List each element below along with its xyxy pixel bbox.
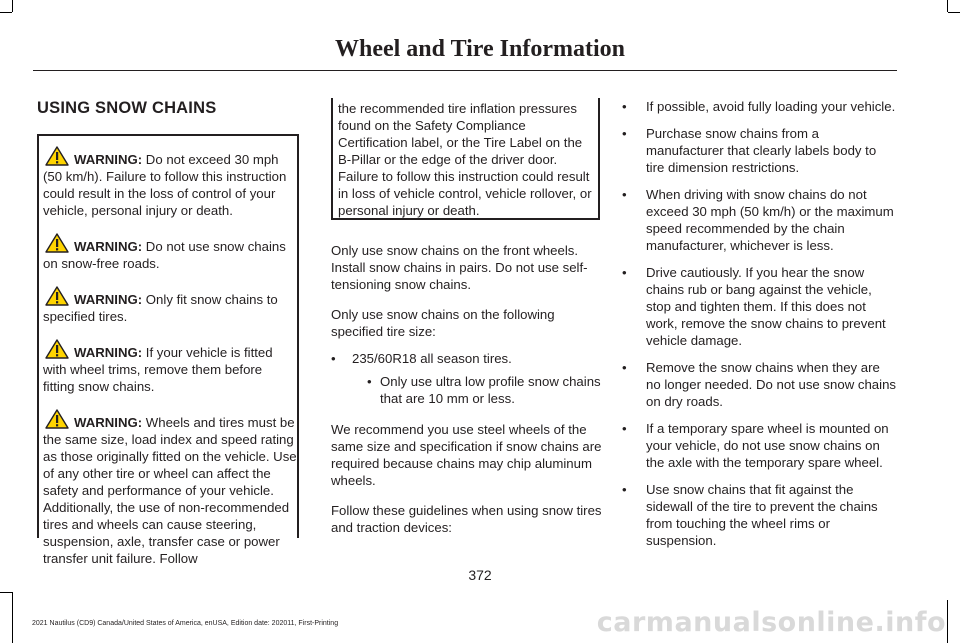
warning-item <box>43 233 297 272</box>
crop-mark <box>948 12 960 13</box>
section-heading: USING SNOW CHAINS <box>37 99 217 117</box>
list-item-text: Use snow chains that fit against the sidewall of the tire to prevent the chains from touching the wheel rims or suspension. <box>646 482 878 548</box>
warning-text <box>43 146 297 219</box>
bullet: • <box>622 126 627 141</box>
body-paragraph: We recommend you use steel wheels of the same size and specification if snow chains are required because chains may chip aluminum wheels. <box>331 421 602 488</box>
bullet: • <box>367 374 372 390</box>
page-header-title: Wheel and Tire Information <box>334 36 626 62</box>
warning-label: WARNING: <box>74 292 143 307</box>
warning-label: WARNING: <box>74 239 143 254</box>
list-item-text: When driving with snow chains do not exceed 30 mph (50 km/h) or the maximum speed recommended by the chain manufacturer, whichever is less. <box>646 187 894 253</box>
list-item <box>620 420 898 471</box>
crop-mark <box>12 0 13 12</box>
warning-body: Do not use snow chains on snow-free roads. <box>43 239 286 271</box>
list-item-text: If possible, avoid fully loading your vehicle. <box>646 99 896 114</box>
list-item <box>331 350 603 367</box>
list-item <box>620 186 898 254</box>
list-item-text: Purchase snow chains from a manufacturer that clearly labels body to tire dimension restrictions. <box>646 126 877 175</box>
body-paragraph: Only use snow chains on the following specified tire size: <box>331 307 555 340</box>
warning-text <box>43 339 297 395</box>
warning-label: WARNING: <box>74 152 143 167</box>
bullet: • <box>622 265 627 280</box>
list-item-text: Drive cautiously. If you hear the snow chains rub or bang against the vehicle, stop and tighten them. If this does not work, remove the snow chains to prevent vehicle damage. <box>646 265 886 348</box>
body-paragraph: Follow these guidelines when using snow tires and traction devices: <box>331 502 602 535</box>
warning-continued-text: the recommended tire inflation pressures found on the Safety Compliance Certification label, or the Tire Label on the B-Pillar or the edge of the driver door. Failure to follow this instruction could result in loss of vehicle control, vehicle rollover, or personal injury or death. <box>338 101 592 218</box>
body-paragraph: Only use snow chains on the front wheels. Install snow chains in pairs. Do not use self-tensioning snow chains. <box>331 243 588 293</box>
list-item <box>620 359 898 410</box>
crop-mark <box>947 600 948 643</box>
warning-body: Only fit snow chains to specified tires. <box>43 292 278 324</box>
list-item <box>620 481 898 549</box>
bullet: • <box>622 360 627 375</box>
warning-body: Wheels and tires must be the same size, load index and speed rating as those originally fitted on the vehicle. Use of any other tire or wheel can affect the safety and performance of your vehicle. Additionally, the use of non-recommended tires and wheels can cause steering, suspension, axle, transfer case or power transfer unit failure. Follow <box>43 415 297 566</box>
list-item <box>620 264 898 349</box>
bullet: • <box>622 421 627 436</box>
warning-triangle-icon <box>45 233 69 253</box>
guidelines-list <box>620 98 898 559</box>
bullet: • <box>622 187 627 202</box>
header-rule <box>33 70 897 71</box>
list-item <box>620 125 898 176</box>
page-number: 372 <box>468 567 492 583</box>
sub-list-item-text: Only use ultra low profile snow chains that are 10 mm or less. <box>380 374 601 407</box>
warning-item <box>43 146 297 219</box>
warning-triangle-icon <box>45 339 69 359</box>
warning-box-continued <box>331 98 600 220</box>
footer-text: 2021 Nautilus (CD9) Canada/United States of America, enUSA, Edition date: 202011, First-Printing <box>32 620 339 627</box>
warning-triangle-icon <box>45 409 69 429</box>
warning-label: WARNING: <box>74 415 143 430</box>
bullet: • <box>622 482 627 497</box>
crop-mark <box>12 592 13 643</box>
warning-item <box>43 339 297 395</box>
crop-mark <box>947 0 948 12</box>
bullet: • <box>331 351 336 367</box>
warning-box <box>37 134 299 566</box>
warning-body: Do not exceed 30 mph (50 km/h). Failure to follow this instruction could result in the loss of control of your vehicle, personal injury or death. <box>43 152 287 218</box>
warning-text <box>43 409 297 567</box>
body-column <box>331 229 603 546</box>
list-item-text: If a temporary spare wheel is mounted on your vehicle, do not use snow chains on the axle with the temporary spare wheel. <box>646 421 889 470</box>
crop-mark <box>0 592 12 593</box>
list-item <box>620 98 898 115</box>
warning-triangle-icon <box>45 146 69 166</box>
warning-item <box>43 286 297 325</box>
warning-body: If your vehicle is fitted with wheel trims, remove them before fitting snow chains. <box>43 345 273 394</box>
warning-text <box>43 233 297 272</box>
list-item-text: Remove the snow chains when they are no longer needed. Do not use snow chains on dry roads. <box>646 360 897 409</box>
watermark: carmanualsonline.info <box>596 607 946 638</box>
list-item-text: 235/60R18 all season tires. <box>352 351 512 367</box>
warning-triangle-icon <box>45 286 69 306</box>
warning-item <box>43 409 297 567</box>
warning-label: WARNING: <box>74 345 143 360</box>
bullet: • <box>622 99 627 114</box>
sub-list-item <box>367 373 603 407</box>
crop-mark <box>0 12 12 13</box>
warning-text <box>43 286 297 325</box>
